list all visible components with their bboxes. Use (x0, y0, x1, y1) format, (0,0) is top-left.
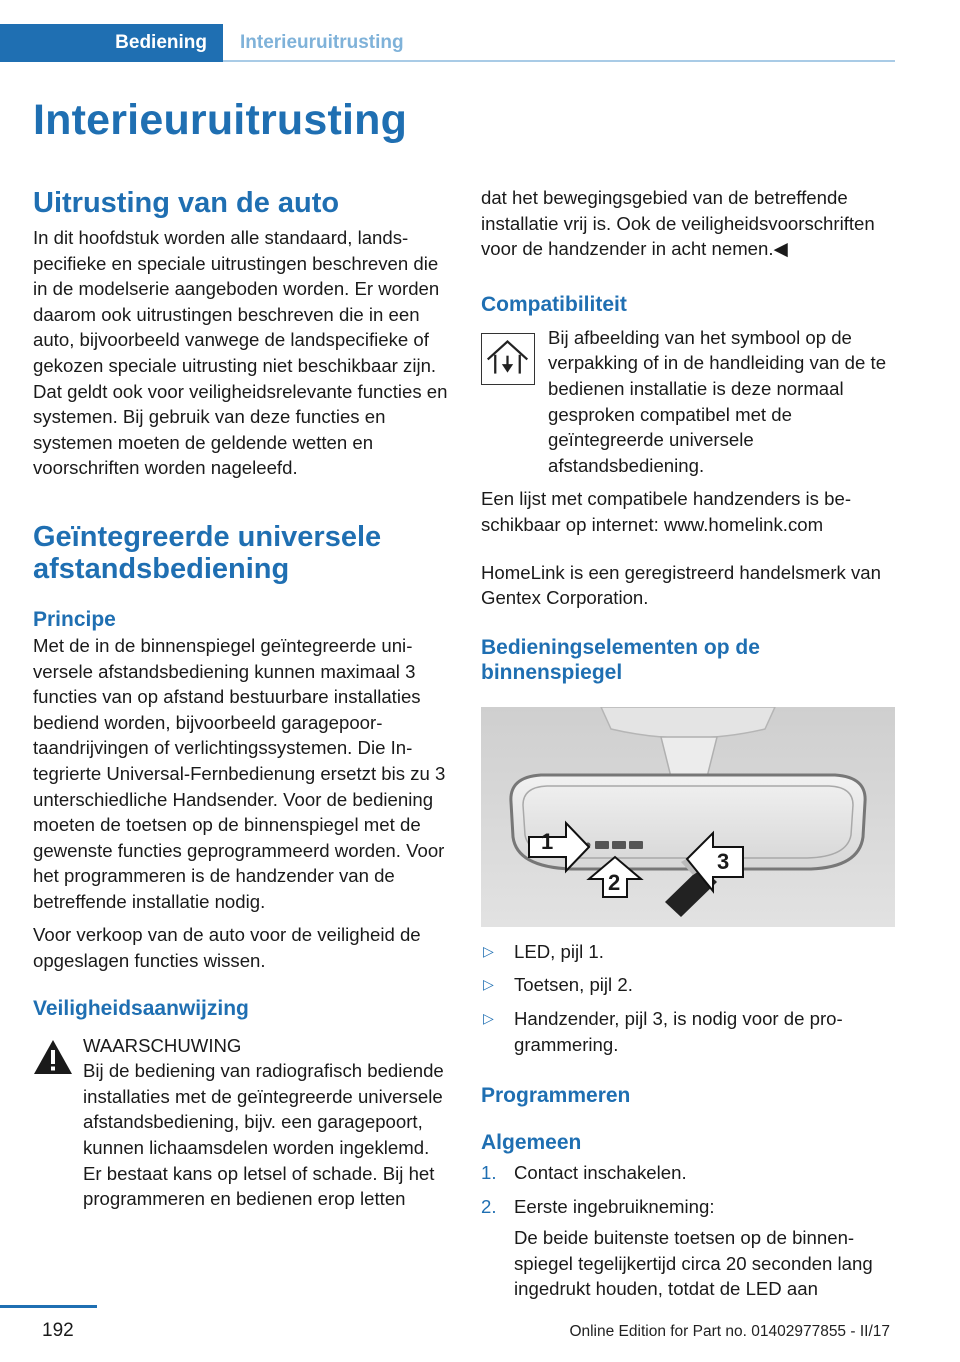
subsection-title-compatibiliteit: Compatibiliteit (481, 292, 627, 316)
header-tabs (0, 24, 895, 62)
mirror-illustration (481, 707, 895, 927)
principe-text: Met de in de binnenspiegel geïntegreerde universele afstandsbediening kunnen maximaal 3 functies van op afstand bestuurbare installaties bediend worden, bijvoorbeeld garagepoortaandrijvingen of verlichtingssystemen. Die Integrierte Universal-Fernbedienung ersetzt bis zu 3 unterschiedliche Handsender. Voor de bediening moeten de toetsen op de binnenspiegel met de gewenste functies geprogrammeerd worden. Voor het programmeren is de handzender van de betreffende installatie nodig. (33, 634, 446, 912)
warning-triangle-icon (33, 1039, 73, 1075)
list-item-text: LED, pijl 1. (514, 940, 604, 962)
compat-text: Bij afbeelding van het symbool op de verpakking of in de handleiding van de te bedienen installatie is deze normaal gesproken compatibel met de geïntegreerde universele afstandsbediening. (548, 326, 887, 476)
subsection-title-programmeren: Programmeren (481, 1084, 631, 1108)
footer-line (0, 1305, 97, 1308)
mirror-figure (481, 707, 895, 927)
tab-divider (223, 60, 895, 62)
homelink-text: HomeLink is een geregistreerd handelsmerk van Gentex Corporation. (481, 561, 881, 609)
step-text: Eerste ingebruikneming: (514, 1195, 715, 1217)
figure-label-3: 3 (717, 848, 730, 874)
section-title-uitrusting: Uitrusting van de auto (33, 187, 340, 219)
home-arrow-icon (481, 333, 535, 385)
warning-label: WAARSCHUWING (83, 1034, 242, 1056)
control-list (481, 939, 895, 1057)
step-text: Contact inschakelen. (514, 1162, 687, 1184)
figure-label-1: 1 (541, 828, 554, 854)
warning-text (33, 1058, 448, 1212)
warning-body: Bij de bediening van radiografisch bediende installaties met de geïntegreerde universele afstandsbediening, bijv. een garagepoort, kunnen lichaamsdelen worden ingeklemd. Er bestaat kans op letsel of schade. Bij het programmeren en bedienen erop letten (83, 1060, 444, 1210)
tab-interieuruitrusting[interactable]: Interieuruitrusting (240, 32, 404, 53)
page-number: 192 (42, 1320, 74, 1341)
step-number: 1. (481, 1162, 497, 1184)
list-item-text: Handzender, pijl 3, is nodig voor de programmering. (514, 1007, 843, 1055)
subsection-title-algemeen: Algemeen (481, 1131, 582, 1155)
tab-bediening[interactable]: Bediening (0, 24, 223, 62)
subsection-title-veiligheid: Veiligheidsaanwijzing (33, 996, 249, 1020)
lijst-text: Een lijst met compatibele handzenders is beschikbaar op internet: www.homelink.com (481, 488, 852, 535)
subsection-title-principe: Principe (33, 607, 116, 631)
left-column (33, 183, 448, 1212)
triangle-bullet-icon: ▷ (483, 976, 494, 993)
steps-list (481, 1160, 895, 1302)
step-subtext: De beide buitenste toetsen op de binnenspiegel tegelijkertijd circa 20 seconden lang ingedrukt houden, totdat de LED aan (514, 1227, 873, 1300)
edition-note: Online Edition for Part no. 01402977855 - II/17 (569, 1323, 890, 1340)
page-title: Interieuruitrusting (33, 96, 408, 144)
triangle-bullet-icon: ▷ (483, 1009, 494, 1026)
step-item (481, 1194, 895, 1302)
compat-block (481, 325, 895, 479)
right-column (481, 183, 895, 1310)
list-item (481, 1006, 895, 1057)
list-item (481, 972, 895, 998)
figure-label-2: 2 (608, 869, 621, 895)
list-item-text: Toetsen, pijl 2. (514, 974, 633, 996)
verkoop-text: Voor verkoop van de auto voor de veiligheid de opgeslagen functies wissen. (33, 924, 421, 972)
warning-continuation-text: dat het bewegingsgebied van de betreffende installatie vrij is. Ook de veiligheidsvoorschriften voor de handzender in acht nemen.◀ (481, 187, 875, 260)
warning-block (33, 1033, 448, 1212)
section-title-afstandsbediening: Geïntegreerde universele afstandsbediening (33, 520, 382, 585)
subsection-title-bedieningselementen: Bedieningselementen op de binnenspiegel (481, 635, 760, 684)
list-item (481, 939, 895, 965)
uitrusting-text: In dit hoofdstuk worden alle standaard, landspecifieke en speciale uitrustingen beschreven die in de modelserie aangeboden worden. Er worden daarom ook uitrustingen beschreven die in een auto, bijvoorbeeld vanwege de landspecifieke of gekozen speciale uitrusting niet beschikbaar zijn. Dat geldt ook voor veiligheidsrelevante functies en systemen. Bij gebruik van deze functies en systemen moeten de geldende wetten en voorschriften worden nageleefd. (33, 227, 448, 479)
step-item (481, 1160, 895, 1186)
triangle-bullet-icon: ▷ (483, 942, 494, 959)
step-number: 2. (481, 1195, 497, 1217)
